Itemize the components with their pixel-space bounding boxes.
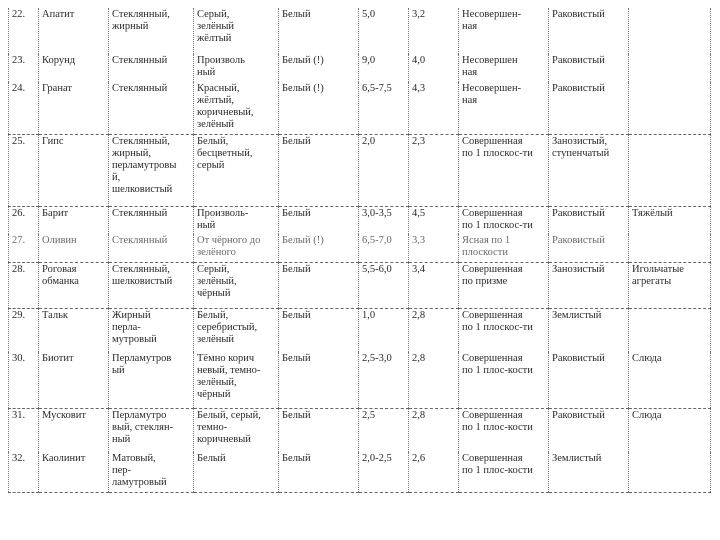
hardness-cell: 6,5-7,0 (359, 234, 409, 262)
features-cell (629, 308, 711, 352)
mineral-properties-table (8, 8, 711, 493)
mineral-name: Гипс (39, 134, 109, 206)
row-number: 31. (9, 408, 39, 452)
table-row (9, 408, 711, 452)
hardness-cell: 1,0 (359, 308, 409, 352)
density-cell: 3,3 (409, 234, 459, 262)
features-cell (629, 54, 711, 82)
row-number: 32. (9, 452, 39, 492)
fracture-cell: Занозистый (549, 262, 629, 308)
color-cell: Красный, жёлтый, коричневый, зелёный (194, 82, 279, 134)
density-cell: 2,6 (409, 452, 459, 492)
mineral-name: Оливин (39, 234, 109, 262)
mineral-name: Каолинит (39, 452, 109, 492)
color-cell: Тёмно корич невый, темно- зелёный, чёрный (194, 352, 279, 408)
hardness-cell: 2,0 (359, 134, 409, 206)
streak-cell: Белый (!) (279, 54, 359, 82)
color-cell: Белый, серый, темно- коричневый (194, 408, 279, 452)
mineral-name: Барит (39, 206, 109, 234)
streak-cell: Белый (279, 452, 359, 492)
hardness-cell: 5,5-6,0 (359, 262, 409, 308)
features-cell (629, 8, 711, 54)
cleavage-cell: Несовершен- ная (459, 8, 549, 54)
row-number: 27. (9, 234, 39, 262)
table-body (9, 8, 711, 492)
streak-cell: Белый (!) (279, 234, 359, 262)
hardness-cell: 6,5-7,5 (359, 82, 409, 134)
color-cell: Белый (194, 452, 279, 492)
features-cell: Слюда (629, 352, 711, 408)
row-number: 24. (9, 82, 39, 134)
row-number: 30. (9, 352, 39, 408)
row-number: 25. (9, 134, 39, 206)
mineral-name: Апатит (39, 8, 109, 54)
features-cell (629, 82, 711, 134)
color-cell: Произволь- ный (194, 206, 279, 234)
luster-cell: Перламутров ый (109, 352, 194, 408)
cleavage-cell: Совершенная по 1 плоскос-ти (459, 308, 549, 352)
streak-cell: Белый (!) (279, 82, 359, 134)
luster-cell: Стеклянный, шелковистый (109, 262, 194, 308)
streak-cell: Белый (279, 352, 359, 408)
fracture-cell: Землистый (549, 308, 629, 352)
hardness-cell: 9,0 (359, 54, 409, 82)
color-cell: Серый, зелёный жёлтый (194, 8, 279, 54)
density-cell: 3,2 (409, 8, 459, 54)
hardness-cell: 2,5-3,0 (359, 352, 409, 408)
streak-cell: Белый (279, 206, 359, 234)
fracture-cell: Раковистый (549, 352, 629, 408)
luster-cell: Стеклянный (109, 234, 194, 262)
density-cell: 3,4 (409, 262, 459, 308)
hardness-cell: 5,0 (359, 8, 409, 54)
streak-cell: Белый (279, 8, 359, 54)
row-number: 28. (9, 262, 39, 308)
color-cell: От чёрного до зелёного (194, 234, 279, 262)
cleavage-cell: Совершенная по 1 плоскос-ти (459, 134, 549, 206)
mineral-name: Биотит (39, 352, 109, 408)
row-number: 26. (9, 206, 39, 234)
features-cell (629, 134, 711, 206)
hardness-cell: 2,0-2,5 (359, 452, 409, 492)
fracture-cell: Землистый (549, 452, 629, 492)
color-cell: Белый, бесцветный, серый (194, 134, 279, 206)
row-number: 22. (9, 8, 39, 54)
hardness-cell: 3,0-3,5 (359, 206, 409, 234)
mineral-name: Мусковит (39, 408, 109, 452)
color-cell: Белый, серебристый, зелёный (194, 308, 279, 352)
fracture-cell: Раковистый (549, 408, 629, 452)
features-cell (629, 452, 711, 492)
table-row (9, 82, 711, 134)
density-cell: 4,3 (409, 82, 459, 134)
fracture-cell: Раковистый (549, 8, 629, 54)
hardness-cell: 2,5 (359, 408, 409, 452)
luster-cell: Стеклянный (109, 206, 194, 234)
color-cell: Серый, зелёный, чёрный (194, 262, 279, 308)
table-row (9, 262, 711, 308)
row-number: 29. (9, 308, 39, 352)
cleavage-cell: Несовершен ная (459, 54, 549, 82)
fracture-cell: Раковистый (549, 206, 629, 234)
luster-cell: Стеклянный, жирный, перламутровы й, шелковистый (109, 134, 194, 206)
luster-cell: Перламутро вый, стеклян- ный (109, 408, 194, 452)
cleavage-cell: Совершенная по 1 плос-кости (459, 408, 549, 452)
density-cell: 2,3 (409, 134, 459, 206)
features-cell: Игольчатые агрегаты (629, 262, 711, 308)
mineral-name: Тальк (39, 308, 109, 352)
table-row (9, 206, 711, 234)
features-cell (629, 234, 711, 262)
mineral-name: Роговая обманка (39, 262, 109, 308)
table-row (9, 8, 711, 54)
streak-cell: Белый (279, 308, 359, 352)
density-cell: 4,0 (409, 54, 459, 82)
cleavage-cell: Ясная по 1 плоскости (459, 234, 549, 262)
table-row (9, 134, 711, 206)
features-cell: Слюда (629, 408, 711, 452)
density-cell: 2,8 (409, 352, 459, 408)
table-row (9, 234, 711, 262)
fracture-cell: Занозистый, ступенчатый (549, 134, 629, 206)
density-cell: 2,8 (409, 408, 459, 452)
color-cell: Произволь ный (194, 54, 279, 82)
table-row (9, 352, 711, 408)
cleavage-cell: Совершенная по призме (459, 262, 549, 308)
density-cell: 2,8 (409, 308, 459, 352)
streak-cell: Белый (279, 262, 359, 308)
luster-cell: Жирный перла- мутровый (109, 308, 194, 352)
cleavage-cell: Несовершен- ная (459, 82, 549, 134)
cleavage-cell: Совершенная по 1 плоскос-ти (459, 206, 549, 234)
table-row (9, 308, 711, 352)
luster-cell: Матовый, пер- ламутровый (109, 452, 194, 492)
table-row (9, 452, 711, 492)
table-row (9, 54, 711, 82)
cleavage-cell: Совершенная по 1 плос-кости (459, 452, 549, 492)
cleavage-cell: Совершенная по 1 плос-кости (459, 352, 549, 408)
mineral-name: Корунд (39, 54, 109, 82)
fracture-cell: Раковистый (549, 54, 629, 82)
features-cell: Тяжёлый (629, 206, 711, 234)
mineral-name: Гранат (39, 82, 109, 134)
fracture-cell: Раковистый (549, 234, 629, 262)
fracture-cell: Раковистый (549, 82, 629, 134)
luster-cell: Стеклянный (109, 54, 194, 82)
streak-cell: Белый (279, 408, 359, 452)
streak-cell: Белый (279, 134, 359, 206)
luster-cell: Стеклянный, жирный (109, 8, 194, 54)
luster-cell: Стеклянный (109, 82, 194, 134)
row-number: 23. (9, 54, 39, 82)
density-cell: 4,5 (409, 206, 459, 234)
